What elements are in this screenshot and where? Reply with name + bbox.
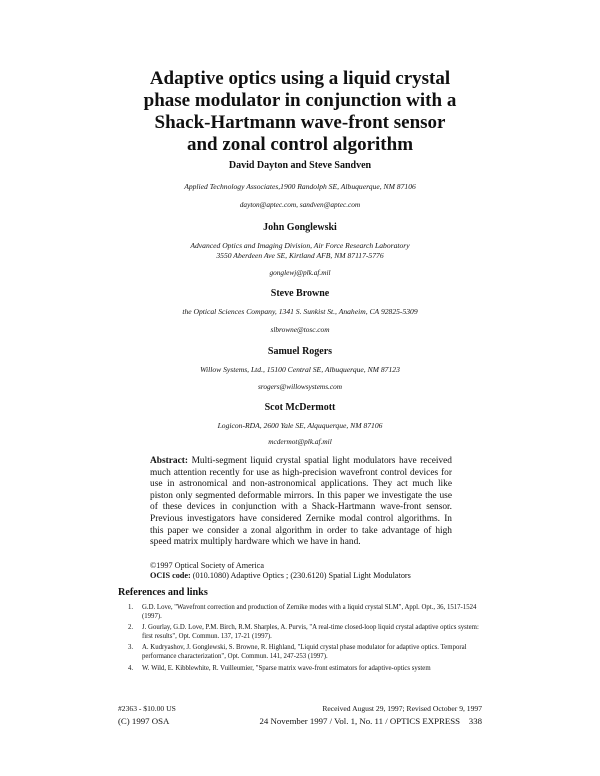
author-affiliation: Advanced Optics and Imaging Division, Air Force Research Laboratory xyxy=(190,241,410,250)
title-line: phase modulator in conjunction with a xyxy=(143,90,457,111)
reference-text: W. Wild, E. Kibblewhite, R. Vuilleumier, "Sparse matrix wave-front estimators for adaptive-optics system xyxy=(142,664,431,672)
paper-title xyxy=(0,68,600,156)
reference-text: A. Kudryashov, J. Gonglewski, S. Browne, R. Highland, "Liquid crystal phase modulator for adaptive optics. Temporal performance characterization", Opt. Commun. 141, 247-253 (1997). xyxy=(142,644,467,660)
author-name: Scot McDermott xyxy=(264,402,336,413)
author-name: John Gonglewski xyxy=(263,222,337,233)
reference-item xyxy=(118,624,480,641)
author-name: Samuel Rogers xyxy=(267,346,333,357)
reference-number: 1. xyxy=(128,604,134,611)
author-affiliation: 3550 Aberdeen Ave SE, Kirtland AFB, NM 87117-5776 xyxy=(216,251,384,260)
ocis-label: OCIS code: xyxy=(150,571,191,580)
author-name: Steve Browne xyxy=(270,288,330,299)
copyright-notice: ©1997 Optical Society of America xyxy=(150,561,264,570)
references-heading: References and links xyxy=(118,587,208,598)
author-email: mcdermot@plk.af.mil xyxy=(268,437,332,446)
footer-copyright: (C) 1997 OSA xyxy=(118,716,170,726)
title-line: Shack-Hartmann wave-front sensor xyxy=(154,112,446,133)
footer-code: #2363 - $10.00 US xyxy=(118,704,176,713)
abstract-label: Abstract: xyxy=(150,456,189,466)
footer-received: Received August 29, 1997; Revised October 9, 1997 xyxy=(322,704,482,713)
ocis-text: (010.1080) Adaptive Optics ; (230.6120) Spatial Light Modulators xyxy=(192,571,411,580)
author-affiliation: the Optical Sciences Company, 1341 S. Sunkist St., Anaheim, CA 92825-5309 xyxy=(182,307,418,316)
reference-number: 3. xyxy=(128,644,134,652)
reference-item xyxy=(118,604,480,621)
reference-text: J. Gourlay, G.D. Love, P.M. Birch, R.M. Sharples, A. Purvis, "A real-time closed-loop liquid crystal adaptive optics system: first results", Opt. Commun. 137, 17-21 (1997). xyxy=(142,624,479,640)
footer-journal: 24 November 1997 / Vol. 1, No. 11 / OPTICS EXPRESS 338 xyxy=(259,716,482,726)
author-name: David Dayton and Steve Sandven xyxy=(228,160,372,171)
reference-item xyxy=(118,665,480,674)
abstract-text: Multi-segment liquid crystal spatial light modulators have received much attention recently for use as high-precision wavefront control devices for use in astronomical and non-astronomical applications. They act much like piston only segmented deformable mirrors. In this paper we investigate the use of these devices in conjunction with a Shack-Hartmann wave-front sensor. Previous investigators have considered Zernike modal control algorithms. In this paper we consider a zonal algorithm in order to take advantage of high speed matrix multiply hardware which we have in hand. xyxy=(150,456,452,548)
author-email: gonglewj@plk.af.mil xyxy=(269,268,331,277)
reference-number: 2. xyxy=(128,624,134,632)
reference-list xyxy=(118,604,480,676)
abstract xyxy=(150,456,452,549)
ocis-codes xyxy=(150,571,411,581)
author-email: slbrowne@tosc.com xyxy=(270,325,330,334)
author-affiliation: Willow Systems, Ltd., 15100 Central SE, Albuquerque, NM 87123 xyxy=(200,365,400,374)
author-affiliation: Logicon-RDA, 2600 Yale SE, Alququerque, NM 87106 xyxy=(217,421,383,430)
reference-text: G.D. Love, "Wavefront correction and production of Zernike modes with a liquid crystal SLM", Appl. Opt., 36, 1517-1524 (1997). xyxy=(142,604,477,620)
author-email: srogers@willowsystems.com xyxy=(257,382,343,391)
author-email: dayton@aptec.com, sandven@aptec.com xyxy=(239,200,361,209)
title-line: Adaptive optics using a liquid crystal xyxy=(149,68,451,89)
title-line: and zonal control algorithm xyxy=(186,134,414,155)
reference-number: 4. xyxy=(128,664,134,672)
author-affiliation: Applied Technology Associates,1900 Randolph SE, Albuquerque, NM 87106 xyxy=(184,182,416,191)
reference-item xyxy=(118,644,480,661)
